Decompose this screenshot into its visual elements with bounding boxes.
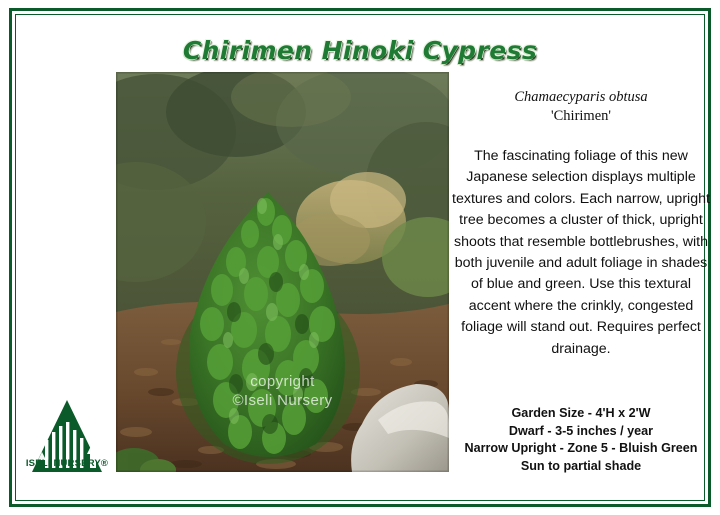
botanical-cultivar: 'Chirimen' [551, 108, 611, 124]
plant-specs [450, 405, 712, 475]
spec-form-zone-color: Narrow Upright - Zone 5 - Bluish Green [464, 441, 698, 455]
spec-exposure: Sun to partial shade [520, 458, 642, 473]
plant-photo-image [116, 72, 449, 472]
logo-caption: ISELI NURSERY® [25, 458, 109, 469]
page-title [0, 36, 720, 65]
plant-description: The fascinating foliage of this new Japanese selection displays multiple textures and colors. Each narrow, upright tree becomes a cluster of thick, upright shoots that resemble bottlebrushes, with both juvenile and adult foliage in shades of blue and green. Use this textural accent where the crinkly, congested foliage will stand out. Requires perfect drainage. [452, 148, 710, 357]
page-title-text: Chirimen Hinoki Cypress [182, 36, 538, 65]
botanical-genus-species: Chamaecyparis obtusa [514, 89, 648, 105]
spec-growth-rate: Dwarf - 3-5 inches / year [508, 423, 654, 438]
botanical-name [452, 88, 710, 126]
watermark-line-1: copyright [250, 373, 315, 390]
watermark-line-2: ©Iseli Nursery [232, 392, 333, 409]
plant-photo [116, 72, 449, 472]
spec-garden-size: Garden Size - 4'H x 2'W [511, 406, 651, 420]
